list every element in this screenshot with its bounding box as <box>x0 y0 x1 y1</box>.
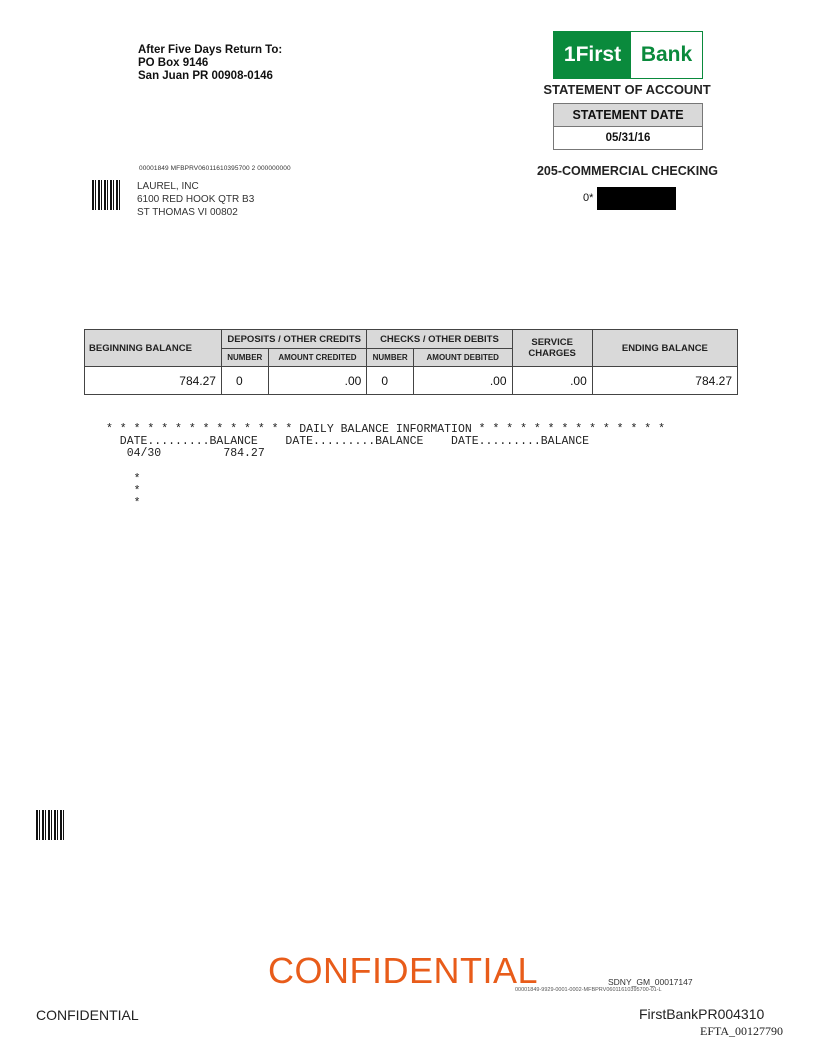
statement-date-value: 05/31/16 <box>605 132 651 144</box>
account-number-prefix: 0* <box>583 192 594 204</box>
datamatrix-barcode <box>92 180 122 210</box>
daily-balance-star: * <box>106 485 141 498</box>
service-charges-value: .00 <box>512 367 592 395</box>
header-amount-credited: AMOUNT CREDITED <box>268 349 367 367</box>
account-type: 205-COMMERCIAL CHECKING <box>536 164 719 178</box>
return-address <box>138 44 282 83</box>
mailing-address <box>137 180 254 219</box>
statement-date-box <box>553 103 703 150</box>
confidential-stamp: CONFIDENTIAL <box>268 950 539 991</box>
sdny-bates-number: SDNY_GM_00017147 <box>608 977 693 987</box>
return-address-line1: After Five Days Return To: <box>138 44 283 56</box>
daily-balance-star: * <box>106 497 141 510</box>
checks-number-value: 0 <box>367 367 414 395</box>
header-ending-balance: ENDING BALANCE <box>592 330 737 367</box>
deposits-number-value: 0 <box>221 367 268 395</box>
beginning-balance-value: 784.27 <box>85 367 222 395</box>
scanline-code: 00001849 MFBPRV06011610395700 2 000000000 <box>139 165 291 172</box>
header-dep-number: NUMBER <box>221 349 268 367</box>
amount-credited-value: .00 <box>268 367 367 395</box>
daily-balance-banner: * * * * * * * * * * * * * * DAILY BALANCE INFORMATION * * * * * * * * * * * * * * <box>106 423 665 436</box>
daily-balance-header: DATE.........BALANCE DATE.........BALANCE DATE.........BALANCE <box>106 435 590 448</box>
amount-debited-value: .00 <box>413 367 512 395</box>
daily-balance-star: * <box>106 473 141 486</box>
mailing-city: ST THOMAS VI 00802 <box>137 207 238 218</box>
table-row <box>85 367 738 395</box>
account-summary-table <box>84 329 738 395</box>
ending-balance-value: 784.27 <box>592 367 737 395</box>
daily-balance-row: 04/30 784.27 <box>106 447 265 460</box>
logo-bank: Bank <box>631 32 702 78</box>
confidential-label: CONFIDENTIAL <box>36 1007 139 1023</box>
header-amount-debited: AMOUNT DEBITED <box>413 349 512 367</box>
statement-date-label: STATEMENT DATE <box>554 104 702 127</box>
header-checks: CHECKS / OTHER DEBITS <box>367 330 512 349</box>
logo-first: 1First <box>554 32 631 78</box>
efta-number: EFTA_00127790 <box>700 1024 784 1038</box>
daily-balance-section <box>106 424 665 510</box>
firstbank-logo <box>553 31 703 79</box>
datamatrix-barcode <box>36 810 66 840</box>
header-deposits: DEPOSITS / OTHER CREDITS <box>221 330 366 349</box>
mailing-street: 6100 RED HOOK QTR B3 <box>137 194 255 205</box>
return-address-line2: PO Box 9146 <box>138 57 209 69</box>
mailing-name: LAUREL, INC <box>137 181 199 192</box>
redaction-box <box>597 187 676 210</box>
return-address-line3: San Juan PR 00908-0146 <box>138 70 273 82</box>
firstbank-bates-number: FirstBankPR004310 <box>639 1006 765 1022</box>
statement-title: STATEMENT OF ACCOUNT <box>543 82 711 97</box>
header-beginning-balance: BEGINNING BALANCE <box>85 330 222 367</box>
header-service-charges: SERVICE CHARGES <box>512 330 592 367</box>
header-chk-number: NUMBER <box>367 349 414 367</box>
document-tracking-code: 00001849-9929-0001-0002-MFBPRV06011610395700-01-L <box>515 987 662 993</box>
